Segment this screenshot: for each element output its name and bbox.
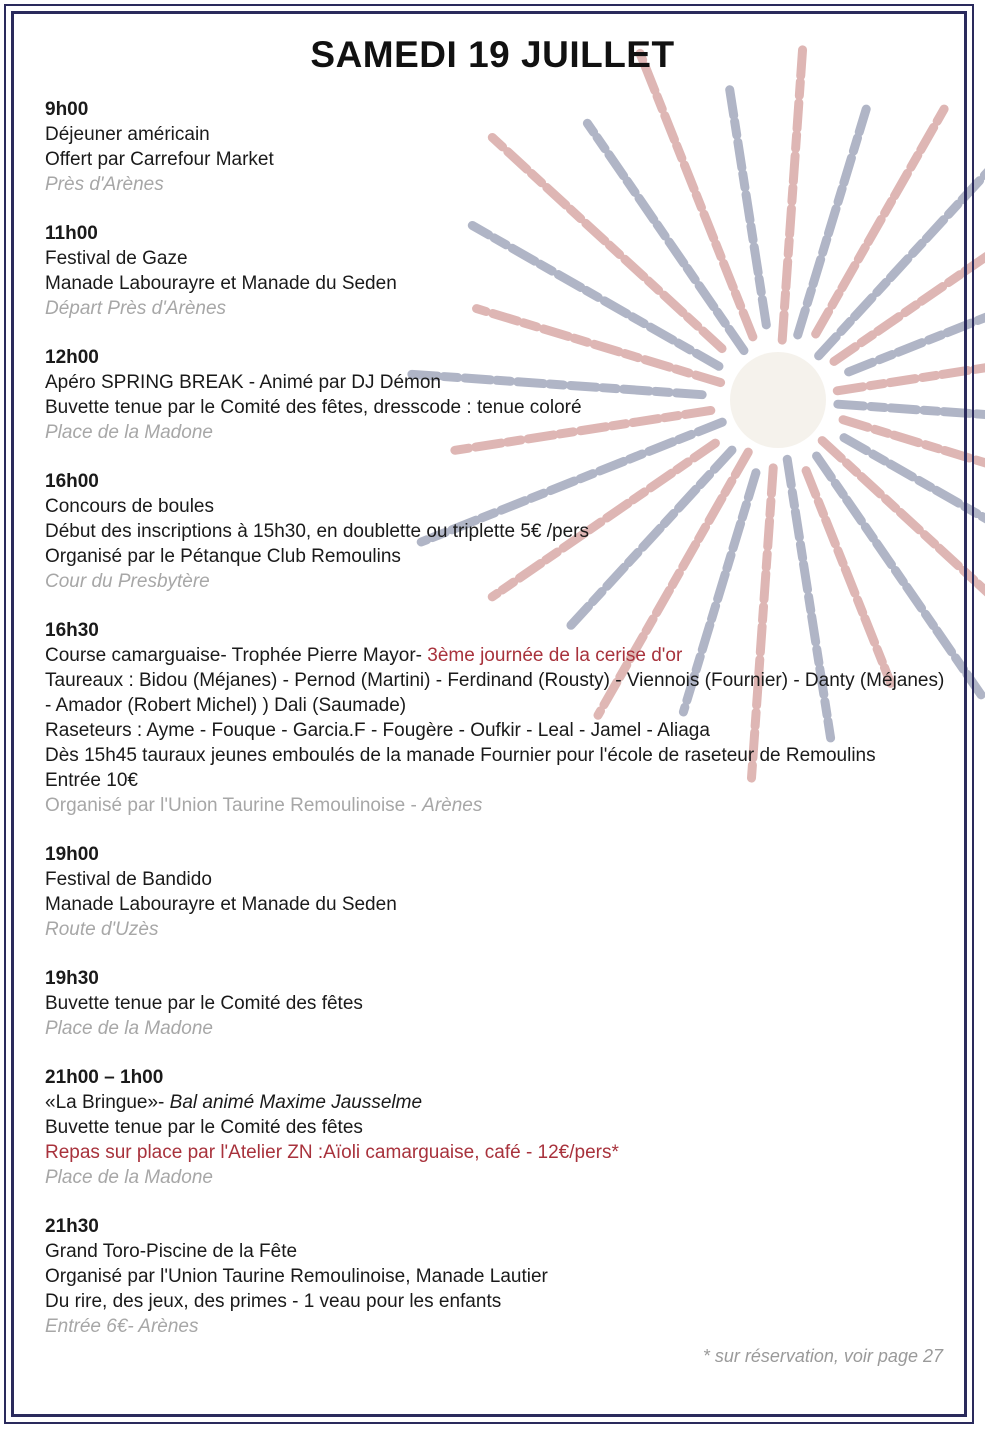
page-title: SAMEDI 19 JUILLET [310, 34, 675, 75]
event-venue: Place de la Madone [45, 1018, 213, 1039]
event-bulls: Taureaux : Bidou (Méjanes) - Pernod (Martini) - Ferdinand (Rousty) - Viennois (Fournier) - Danty (Méjanes) - Amador (Robert Michel) ) Dali (Saumade) [45, 670, 945, 716]
event-time: 21h00 – 1h00 [45, 1067, 164, 1088]
event-detail: Buvette tenue par le Comité des fêtes, dresscode : tenue coloré [45, 397, 582, 418]
event-venue: Près d'Arènes [45, 174, 164, 195]
event-title: Concours de boules [45, 496, 214, 517]
event-time: 12h00 [45, 347, 99, 368]
event-entry: Entrée 10€ [45, 770, 138, 791]
event-detail: Organisé par l'Union Taurine Remoulinoise, Manade Lautier [45, 1266, 548, 1287]
event-detail: Buvette tenue par le Comité des fêtes [45, 1117, 363, 1138]
event-venue: Route d'Uzès [45, 919, 159, 940]
event-organizer-venue [45, 793, 945, 818]
event-list [45, 97, 945, 1363]
event-venue: Départ Près d'Arènes [45, 298, 227, 319]
event-time: 16h00 [45, 471, 99, 492]
event-time: 21h30 [45, 1216, 99, 1237]
event-19h00 [45, 842, 945, 942]
event-21h30 [45, 1214, 945, 1339]
event-detail: Manade Labourayre et Manade du Seden [45, 894, 397, 915]
event-title [45, 1090, 945, 1115]
event-title: Buvette tenue par le Comité des fêtes [45, 993, 363, 1014]
event-title-highlight: 3ème journée de la cerise d'or [422, 645, 683, 666]
event-title-main: «La Bringue»- [45, 1092, 170, 1113]
footnote: * sur réservation, voir page 27 [702, 1346, 943, 1366]
event-time: 9h00 [45, 99, 89, 120]
event-title: Apéro SPRING BREAK - Animé par DJ Démon [45, 372, 441, 393]
event-19h30 [45, 966, 945, 1041]
event-organizer: Organisé par le Pétanque Club Remoulins [45, 546, 401, 567]
event-venue: Entrée 6€- Arènes [45, 1316, 199, 1337]
event-meal: Repas sur place par l'Atelier ZN :Aïoli camarguaise, café - 12€/pers* [45, 1142, 619, 1163]
event-16h30 [45, 618, 945, 818]
event-title: Grand Toro-Piscine de la Fête [45, 1241, 298, 1262]
event-21h00 [45, 1065, 945, 1190]
event-title-main: Course camarguaise [45, 645, 221, 666]
event-young-bulls: Dès 15h45 tauraux jeunes emboulés de la manade Fournier pour l'école de raseteur de Remoulins [45, 745, 876, 766]
event-detail: Manade Labourayre et Manade du Seden [45, 273, 397, 294]
event-12h00 [45, 345, 945, 445]
event-title-sub: Bal animé Maxime Jausselme [169, 1092, 423, 1113]
event-venue: Place de la Madone [45, 422, 213, 443]
event-detail-2: Du rire, des jeux, des primes - 1 veau pour les enfants [45, 1291, 502, 1312]
event-11h00 [45, 221, 945, 321]
event-title-trophy: - Trophée Pierre Mayor- [220, 645, 422, 666]
event-title: Festival de Bandido [45, 869, 212, 890]
event-detail: Début des inscriptions à 15h30, en doublette ou triplette 5€ /pers [45, 521, 589, 542]
event-detail: Offert par Carrefour Market [45, 149, 274, 170]
event-organizer: Organisé par l'Union Taurine Remoulinoise - [45, 795, 423, 816]
event-raseteurs: Raseteurs : Ayme - Fouque - Garcia.F - Fougère - Oufkir - Leal - Jamel - Aliaga [45, 720, 710, 741]
event-16h00 [45, 469, 945, 594]
event-venue: Cour du Presbytère [45, 571, 210, 592]
event-time: 19h30 [45, 968, 99, 989]
event-title: Déjeuner américain [45, 124, 210, 145]
event-venue: Place de la Madone [45, 1167, 213, 1188]
event-time: 16h30 [45, 620, 99, 641]
event-title [45, 643, 945, 668]
event-time: 11h00 [45, 223, 98, 244]
event-time: 19h00 [45, 844, 99, 865]
event-venue: Arènes [422, 795, 483, 816]
event-9h00 [45, 97, 945, 197]
event-title: Festival de Gaze [45, 248, 188, 269]
